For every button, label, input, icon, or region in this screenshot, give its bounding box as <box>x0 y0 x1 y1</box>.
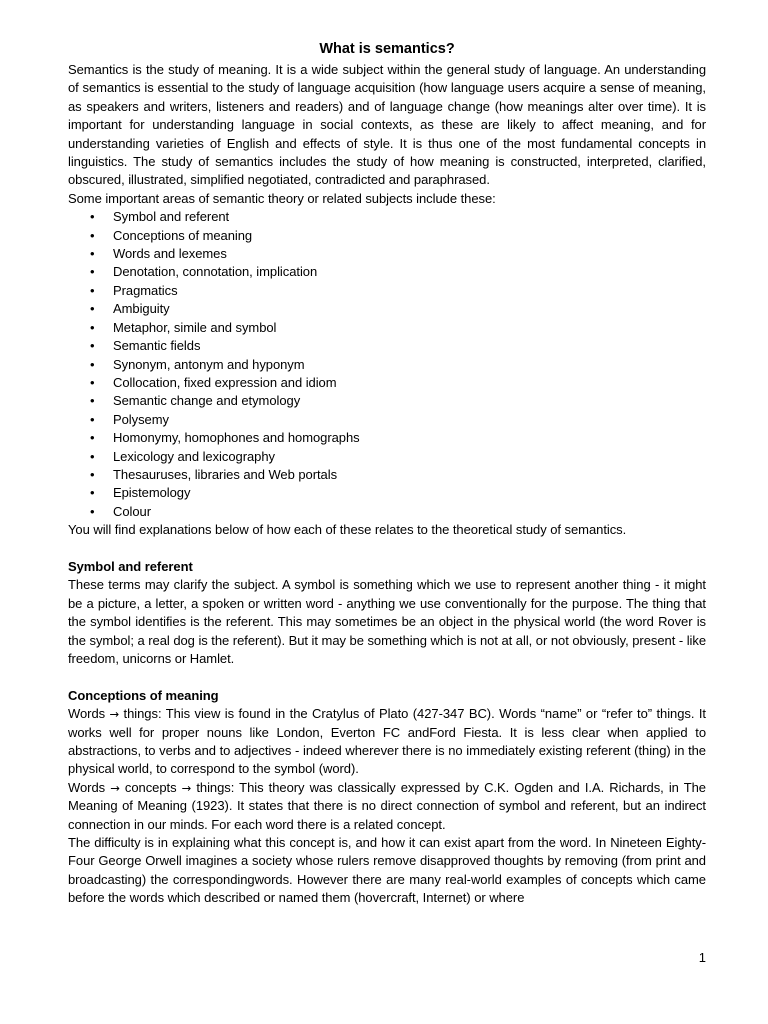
list-item <box>90 392 706 410</box>
symbol-paragraph: These terms may clarify the subject. A symbol is something which we use to represent another thing - it might be a picture, a letter, a spoken or written word - anything we use conventionally for the purpose. The thing that the symbol identifies is the referent. This may sometimes be an object in the physical world (the word Rover is the symbol; a real dog is the referent). But it may be something which is not at all, or not obviously, present - like freedom, unicorns or Hamlet. <box>68 577 706 666</box>
lead-words: Words <box>68 779 111 795</box>
page-title: What is semantics? <box>319 41 455 57</box>
conceptions-paragraph-1 <box>68 705 706 779</box>
areas-list <box>68 208 706 521</box>
list-item-label: Symbol and referent <box>113 209 230 225</box>
list-item-label: Epistemology <box>113 485 191 501</box>
list-item <box>90 245 706 263</box>
list-item <box>90 282 706 300</box>
bullet-icon: • <box>90 448 95 464</box>
list-item-label: Pragmatics <box>113 282 178 298</box>
lead-words: Words <box>68 706 110 722</box>
bullet-icon: • <box>90 282 95 298</box>
bullet-icon: • <box>90 503 95 519</box>
section-heading-conceptions: Conceptions of meaning <box>68 687 219 703</box>
list-item <box>90 429 706 447</box>
list-item <box>90 319 706 337</box>
list-item-label: Colour <box>113 503 151 519</box>
right-arrow-icon: → <box>181 780 192 795</box>
list-item <box>90 411 706 429</box>
right-arrow-icon: → <box>110 780 120 795</box>
list-item-label: Synonym, antonym and hyponym <box>113 356 305 372</box>
lead-things: things: <box>191 779 235 795</box>
list-item <box>90 356 706 374</box>
bullet-icon: • <box>90 264 95 280</box>
list-item-label: Denotation, connotation, implication <box>113 264 318 280</box>
areas-intro: Some important areas of semantic theory or related subjects include these: <box>68 190 496 206</box>
bullet-icon: • <box>90 209 95 225</box>
list-item-label: Collocation, fixed expression and idiom <box>113 374 337 390</box>
list-item-label: Semantic change and etymology <box>113 393 301 409</box>
list-item-label: Semantic fields <box>113 338 201 354</box>
list-item-label: Conceptions of meaning <box>113 227 253 243</box>
after-list-paragraph: You will find explanations below of how each of these relates to the theoretical study of semantics. <box>68 522 627 538</box>
list-item <box>90 503 706 521</box>
list-item-label: Metaphor, simile and symbol <box>113 319 277 335</box>
list-item <box>90 227 706 245</box>
page-number: 1 <box>698 950 706 965</box>
list-item-label: Lexicology and lexicography <box>113 448 275 464</box>
conceptions-text-2: This theory was classically expressed by C.K. Ogden and I.A. Richards, in The Meaning of Meaning (1923). It states that there is no direct connection of symbol and referent, but an indirect connection in our minds. For each word there is a related concept. <box>68 779 706 832</box>
bullet-icon: • <box>90 374 95 390</box>
list-item-label: Homonymy, homophones and homographs <box>113 430 360 446</box>
list-item-label: Polysemy <box>113 411 169 427</box>
bullet-icon: • <box>90 246 95 262</box>
list-item <box>90 448 706 466</box>
bullet-icon: • <box>90 338 95 354</box>
bullet-icon: • <box>90 227 95 243</box>
section-heading-symbol: Symbol and referent <box>68 558 193 574</box>
list-item-label: Words and lexemes <box>113 246 227 262</box>
list-item-label: Thesauruses, libraries and Web portals <box>113 466 338 482</box>
conceptions-text-1: This view is found in the Cratylus of Plato (427-347 BC). Words “name” or “refer to” things. It works well for proper nouns like London, Everton FC andFord Fiesta. It is less clear when applied to abstractions, to verbs and to adjectives - indeed wherever there is no immediately existing referent (thing) in the physical world, to correspond to the symbol (word). <box>68 706 706 777</box>
document-body <box>68 61 706 908</box>
bullet-icon: • <box>90 411 95 427</box>
intro-paragraph: Semantics is the study of meaning. It is a wide subject within the general study of language. An understanding of semantics is essential to the study of language acquisition (how language users acquire a sense of meaning, as speakers and writers, listeners and readers) and of language change (how meanings alter over time). It is important for understanding language in social contexts, as these are likely to affect meaning, and for understanding varieties of English and effects of style. It is thus one of the most fundamental concepts in linguistics. The study of semantics includes the study of how meaning is constructed, interpreted, clarified, obscured, illustrated, simplified negotiated, contradicted and paraphrased. <box>68 62 706 188</box>
list-item <box>90 374 706 392</box>
list-item <box>90 300 706 318</box>
lead-things: things: <box>119 706 162 722</box>
conceptions-paragraph-2 <box>68 779 706 834</box>
bullet-icon: • <box>90 466 95 482</box>
bullet-icon: • <box>90 485 95 501</box>
conceptions-paragraph-3: The difficulty is in explaining what this concept is, and how it can exist apart from the word. In Nineteen Eighty-Four George Orwell imagines a society whose rulers remove disapproved thoughts by removing (from print and broadcasting) the correspondingwords. However there are many real-world examples of concepts which came before the words which described or named them (hovercraft, Internet) or where <box>68 835 706 906</box>
lead-concepts: concepts <box>119 779 182 795</box>
list-item <box>90 466 706 484</box>
right-arrow-icon: → <box>109 707 120 722</box>
list-item-label: Ambiguity <box>113 301 170 317</box>
bullet-icon: • <box>90 356 95 372</box>
list-item <box>90 208 706 226</box>
bullet-icon: • <box>90 430 95 446</box>
bullet-icon: • <box>90 301 95 317</box>
bullet-icon: • <box>90 393 95 409</box>
list-item <box>90 337 706 355</box>
bullet-icon: • <box>90 319 95 335</box>
list-item <box>90 484 706 502</box>
list-item <box>90 263 706 281</box>
